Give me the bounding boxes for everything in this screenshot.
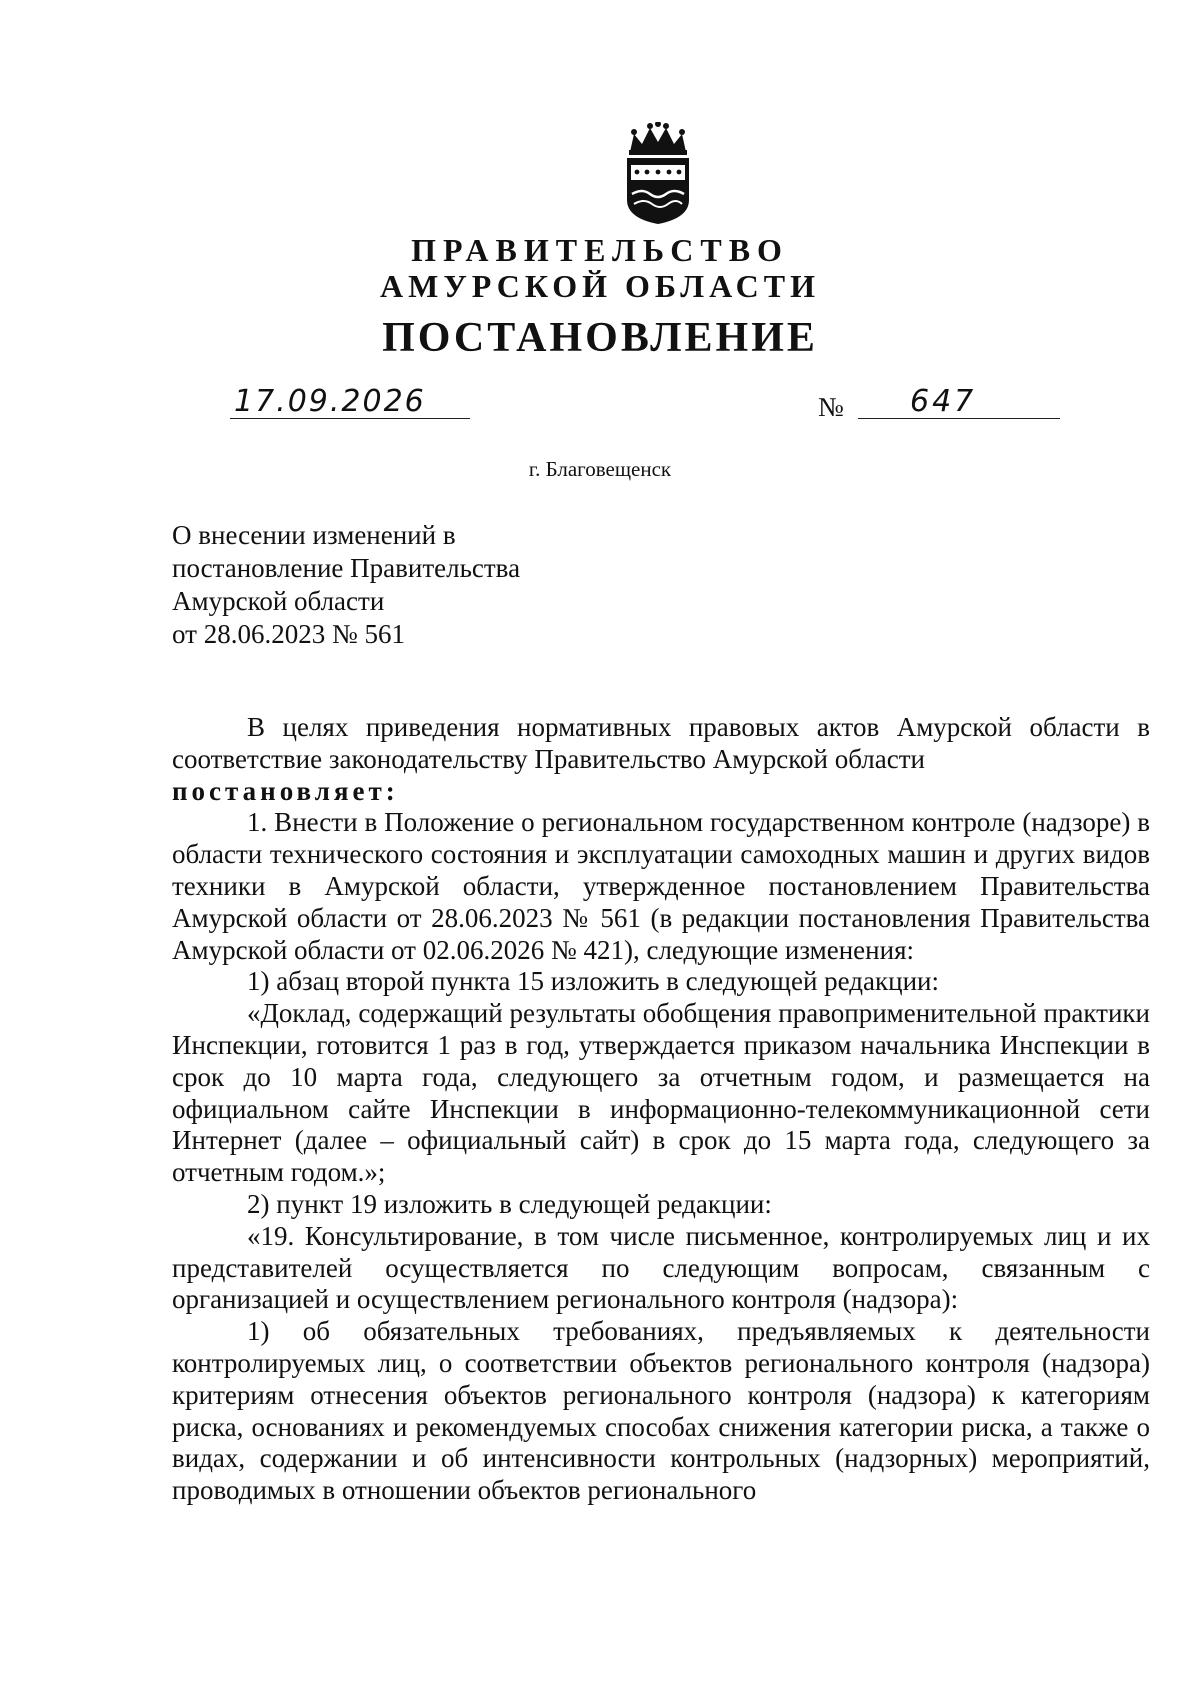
document-title — [172, 519, 520, 651]
city: г. Благовещенск — [528, 457, 672, 481]
title-line: О внесении изменений в — [172, 520, 456, 550]
paragraph-5: «19. Консультирование, в том числе письменное, контролируемых лиц и их представителей осуществляется по следующим вопросам, связанным с организацией и осуществлением регионального контроля (надзора): — [172, 1220, 1150, 1315]
paragraph-3: «Доклад, содержащий результаты обобщения правоприменительной практики Инспекции, готовится 1 раз в год, утверждается приказом начальника Инспекции в срок до 10 марта года, следующего за отчетным годом, и размещается на официальном сайте Инспекции в информационно-телекоммуникационной сети Интернет (далее – официальный сайт) в срок до 15 марта года, следующего за отчетным годом.»; — [172, 998, 1150, 1188]
document-body — [172, 712, 1150, 1507]
decree-word: постановляет: — [172, 775, 399, 806]
title-line: постановление Правительства — [172, 553, 521, 583]
document-date: 17.09.2026 — [234, 384, 426, 419]
coat-of-arms-icon — [620, 122, 696, 226]
preamble: В целях приведения нормативных правовых актов Амурской области в соответствие законодательству Правительство Амурской области — [172, 712, 1150, 774]
title-line: Амурской области — [172, 586, 385, 616]
paragraph-2: 1) абзац второй пункта 15 изложить в следующей редакции: — [247, 966, 939, 997]
paragraph-4: 2) пункт 19 изложить в следующей редакции: — [247, 1188, 772, 1219]
title-line: от 28.06.2023 № 561 — [172, 619, 405, 649]
paragraph-6: 1) об обязательных требованиях, предъявляемых к деятельности контролируемых лиц, о соответствии объектов регионального контроля (надзора) критериям отнесения объектов регионального контроля (надзора) к категориям риска, основаниях и рекомендуемых способах снижения категории риска, а также о видах, содержании и об интенсивности контрольных (надзорных) мероприятий, проводимых в отношении объектов регионального — [172, 1316, 1150, 1506]
number-sign: № — [818, 392, 844, 422]
document-number: 647 — [910, 384, 977, 419]
document-type: ПОСТАНОВЛЕНИЕ — [382, 315, 818, 361]
government-name: ПРАВИТЕЛЬСТВО — [411, 232, 789, 268]
region-name: АМУРСКОЙ ОБЛАСТИ — [380, 268, 820, 304]
paragraph-1: 1. Внести в Положение о региональном государственном контроле (надзоре) в области технического состояния и эксплуатации самоходных машин и других видов техники в Амурской области, утвержденное постановлением Правительства Амурской области от 28.06.2023 № 561 (в редакции постановления Правительства Амурской области от 02.06.2026 № 421), следующие изменения: — [172, 807, 1150, 965]
